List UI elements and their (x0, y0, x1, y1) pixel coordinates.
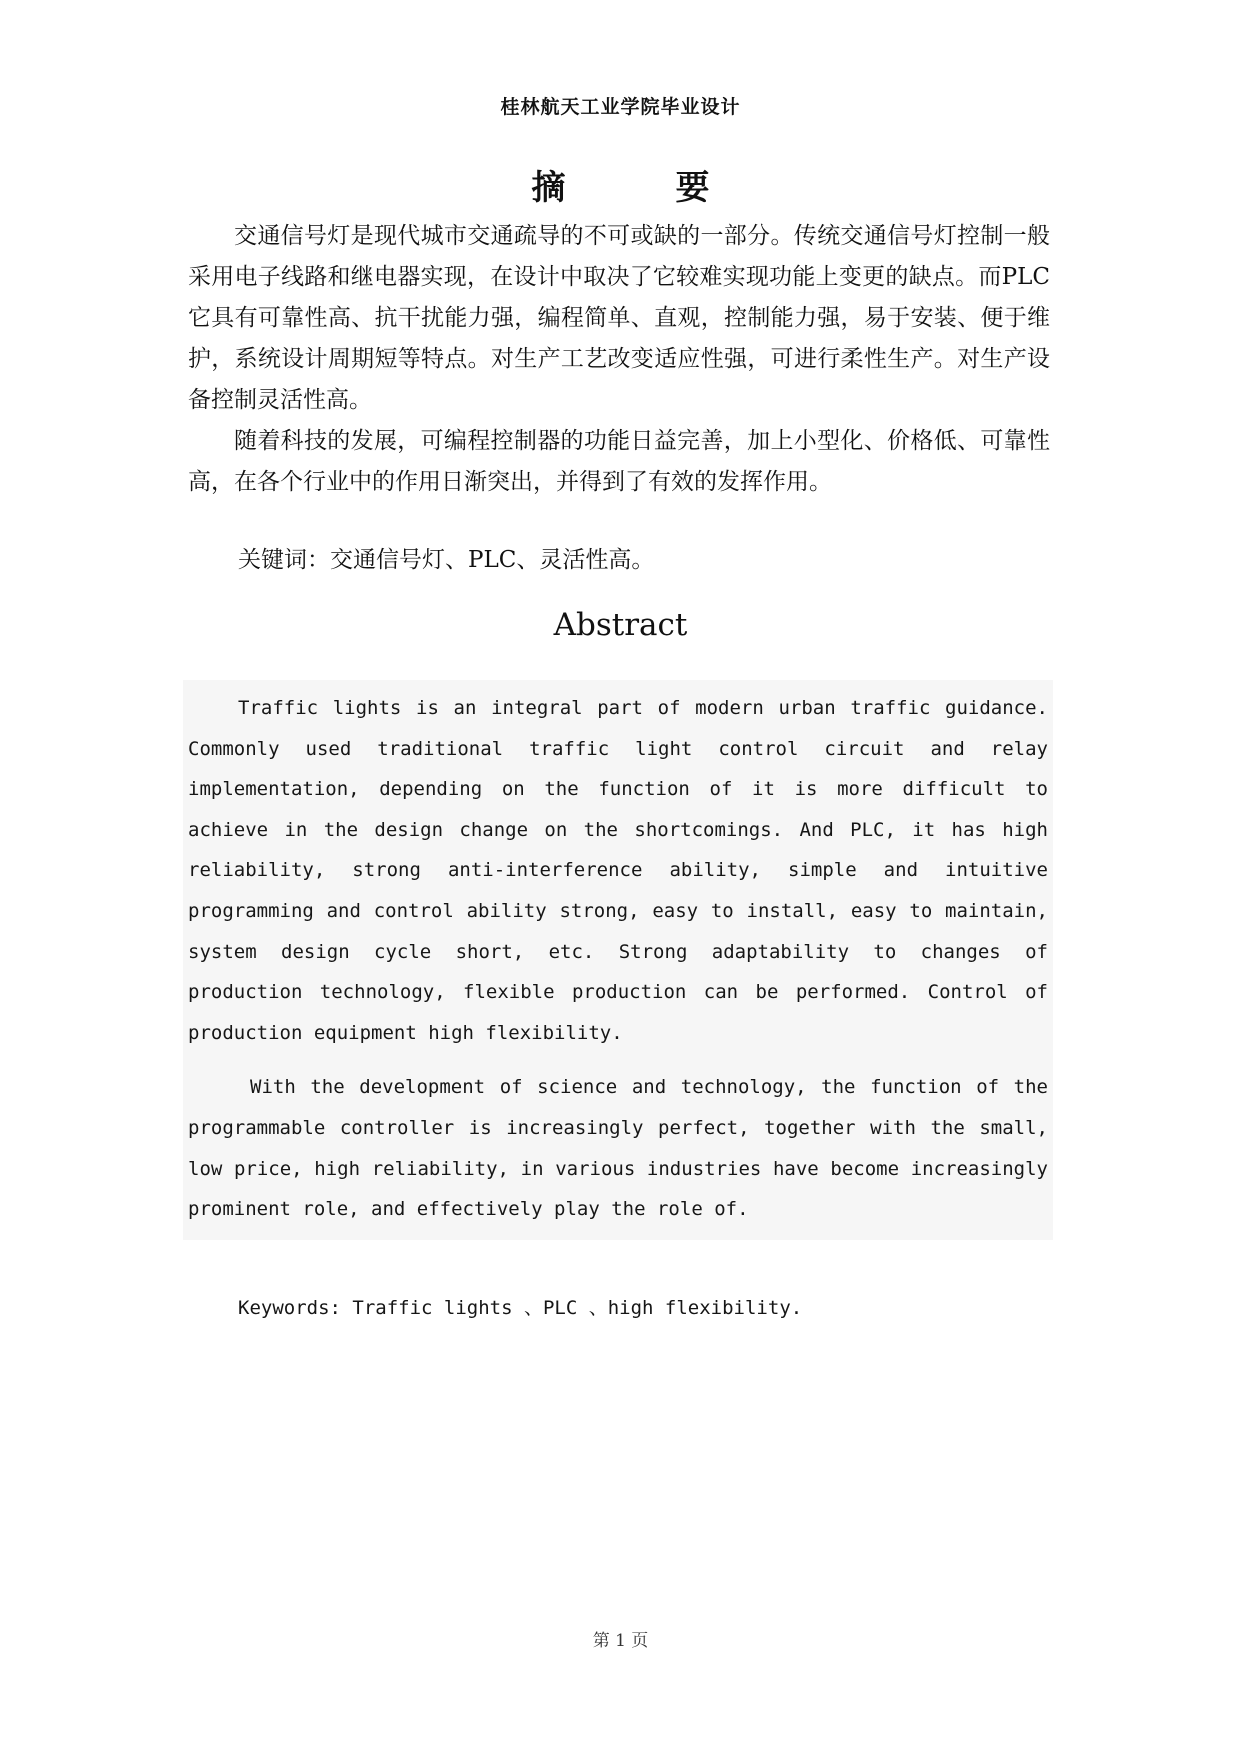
english-abstract-paragraph-1: Traffic lights is an integral part of modern urban traffic guidance. Commonly used traditional traffic light control circuit and relay implementation, depending on the function of it is more difficult to achieve in the design change on the shortcomings. And PLC, it has high reliability, strong anti-interference ability, simple and intuitive programming and control ability strong, easy to install, easy to maintain, system design cycle short, etc. Strong adaptability to changes of production technology, flexible production can be performed. Control of production equipment high flexibility. (188, 697, 1048, 1044)
english-abstract-body (188, 688, 1048, 1230)
chinese-abstract-paragraph-1: 交通信号灯是现代城市交通疏导的不可或缺的一部分。传统交通信号灯控制一般采用电子线路和继电器实现，在设计中取决了它较难实现功能上变更的缺点。而PLC它具有可靠性高、抗干扰能力强，编程简单、直观，控制能力强，易于安装、便于维护，系统设计周期短等特点。对生产工艺改变适应性强，可进行柔性生产。对生产设备控制灵活性高。 (188, 223, 1050, 413)
chinese-abstract-body (188, 216, 1050, 503)
chinese-keywords: 关键词：交通信号灯、PLC、灵活性高。 (238, 547, 655, 573)
english-keywords: Keywords: Traffic lights 、PLC 、high flexibility. (238, 1297, 803, 1319)
page-number: 第 1 页 (592, 1631, 649, 1651)
chinese-abstract-title: 摘要 (531, 168, 820, 208)
english-abstract-paragraph-2: With the development of science and technology, the function of the programmable controller is increasingly perfect, together with the small, low price, high reliability, in various industries have become increasingly prominent role, and effectively play the role of. (188, 1076, 1048, 1221)
document-header: 桂林航天工业学院毕业设计 (500, 96, 741, 118)
english-abstract-title: Abstract (553, 607, 688, 643)
chinese-abstract-paragraph-2: 随着科技的发展，可编程控制器的功能日益完善，加上小型化、价格低、可靠性高，在各个行业中的作用日渐突出，并得到了有效的发挥作用。 (188, 428, 1050, 495)
